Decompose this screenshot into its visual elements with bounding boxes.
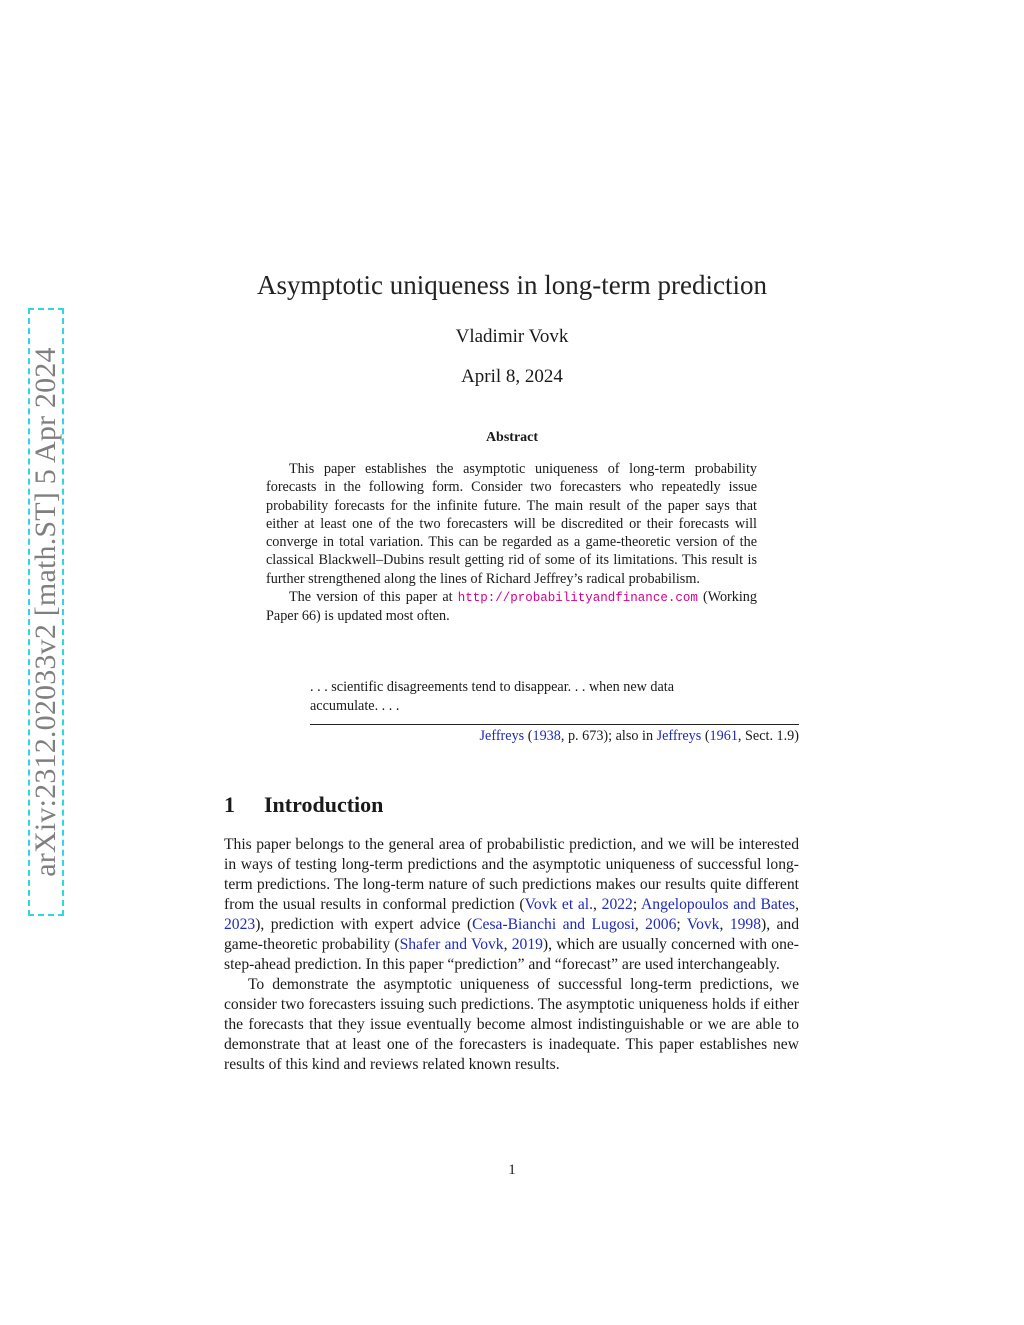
citation-link[interactable]: 2019 <box>511 936 543 953</box>
citation-link[interactable]: 2022 <box>601 896 633 913</box>
epigraph <box>310 678 799 746</box>
paper-author: Vladimir Vovk <box>455 326 569 347</box>
epigraph-text: , p. 673); also in <box>560 728 657 744</box>
abstract-body <box>266 460 757 626</box>
epigraph-text: , Sect. 1.9) <box>737 728 799 744</box>
body-text: ; <box>676 916 687 933</box>
epigraph-text: ( <box>524 728 533 744</box>
citation-link[interactable]: Shafer and Vovk <box>399 936 504 953</box>
abstract-paragraph-version <box>266 588 757 626</box>
body-text: ), prediction with expert advice ( <box>255 916 473 933</box>
body-paragraph <box>224 835 799 975</box>
arxiv-identifier[interactable]: arXiv:2312.02033v2 [math.ST] 5 Apr 2024 <box>29 347 62 877</box>
abstract-version-text-end: (Working Paper 66) is updated most often. <box>266 589 757 625</box>
citation-link[interactable]: Vovk <box>686 916 720 933</box>
epigraph-text: ( <box>701 728 710 744</box>
citation-link[interactable]: Vovk et al. <box>524 896 594 913</box>
citation-link[interactable]: Angelopoulos and Bates <box>641 896 796 913</box>
epigraph-rule <box>310 724 799 725</box>
citation-link[interactable]: Jeffreys <box>479 728 525 744</box>
citation-link[interactable]: Jeffreys <box>656 728 702 744</box>
paper-date: April 8, 2024 <box>461 366 563 387</box>
body-paragraph: To demonstrate the asymptotic uniqueness of successful long-term predictions, we consider two forecasters issuing such predictions. The asymptotic uniqueness holds if either the forecasts that they issue eventually become almost indistinguishable or we are able to demonstrate that at least one of the forecasters is inadequate. This paper establishes new results of this kind and reviews related known results. <box>224 976 799 1073</box>
body-text: , <box>593 896 602 913</box>
citation-link[interactable]: 2023 <box>224 916 256 933</box>
citation-link[interactable]: 1938 <box>532 728 561 744</box>
body-text: , <box>634 916 646 933</box>
body-text: ), and game-theoretic probability ( <box>224 916 800 953</box>
paper-title: Asymptotic uniqueness in long-term prediction <box>257 270 767 300</box>
section-heading <box>224 792 383 818</box>
citation-link[interactable]: 1961 <box>709 728 738 744</box>
body-text: This paper belongs to the general area of probabilistic prediction, and we will be interested in ways of testing long-term predictions and the asymptotic uniqueness of successful long-term predictions. The long-term nature of such predictions makes our results quite different from the usual results in conformal prediction ( <box>224 836 799 913</box>
arxiv-stamp <box>28 308 64 916</box>
citation-link[interactable]: Cesa-Bianchi and Lugosi <box>472 916 635 933</box>
section-title: Introduction <box>264 792 384 817</box>
epigraph-source <box>310 727 799 746</box>
citation-link[interactable]: 2006 <box>645 916 677 933</box>
body-text: ), which are usually concerned with one-step-ahead prediction. In this paper “prediction” and “forecast” are used interchangeably. <box>224 936 799 973</box>
body-text: , <box>795 896 800 913</box>
abstract-heading: Abstract <box>485 430 539 445</box>
epigraph-quote: . . . scientific disagreements tend to disappear. . . when new data accumulate. . . . <box>310 679 675 714</box>
citation-link[interactable]: 1998 <box>729 916 761 933</box>
website-link[interactable]: http://probabilityandfinance.com <box>457 591 698 606</box>
section-body <box>224 835 799 1075</box>
body-text: , <box>503 936 512 953</box>
section-number: 1 <box>224 792 235 817</box>
page-number: 1 <box>508 1162 516 1178</box>
body-text: ; <box>632 896 642 913</box>
body-text: , <box>719 916 730 933</box>
abstract-paragraph: This paper establishes the asymptotic uniqueness of long-term probability forecasts in the following form. Consider two forecasters who repeatedly issue probability forecasts for the infinite future. The main result of the paper says that either at least one of the two forecasters will be discredited or their forecasts will converge in total variation. This can be regarded as a game-theoretic version of the classical Blackwell–Dubins result getting rid of some of its limitations. This result is further strengthened along the lines of Richard Jeffrey’s radical probabilism. <box>266 461 757 587</box>
abstract-version-text: The version of this paper at <box>289 589 458 606</box>
